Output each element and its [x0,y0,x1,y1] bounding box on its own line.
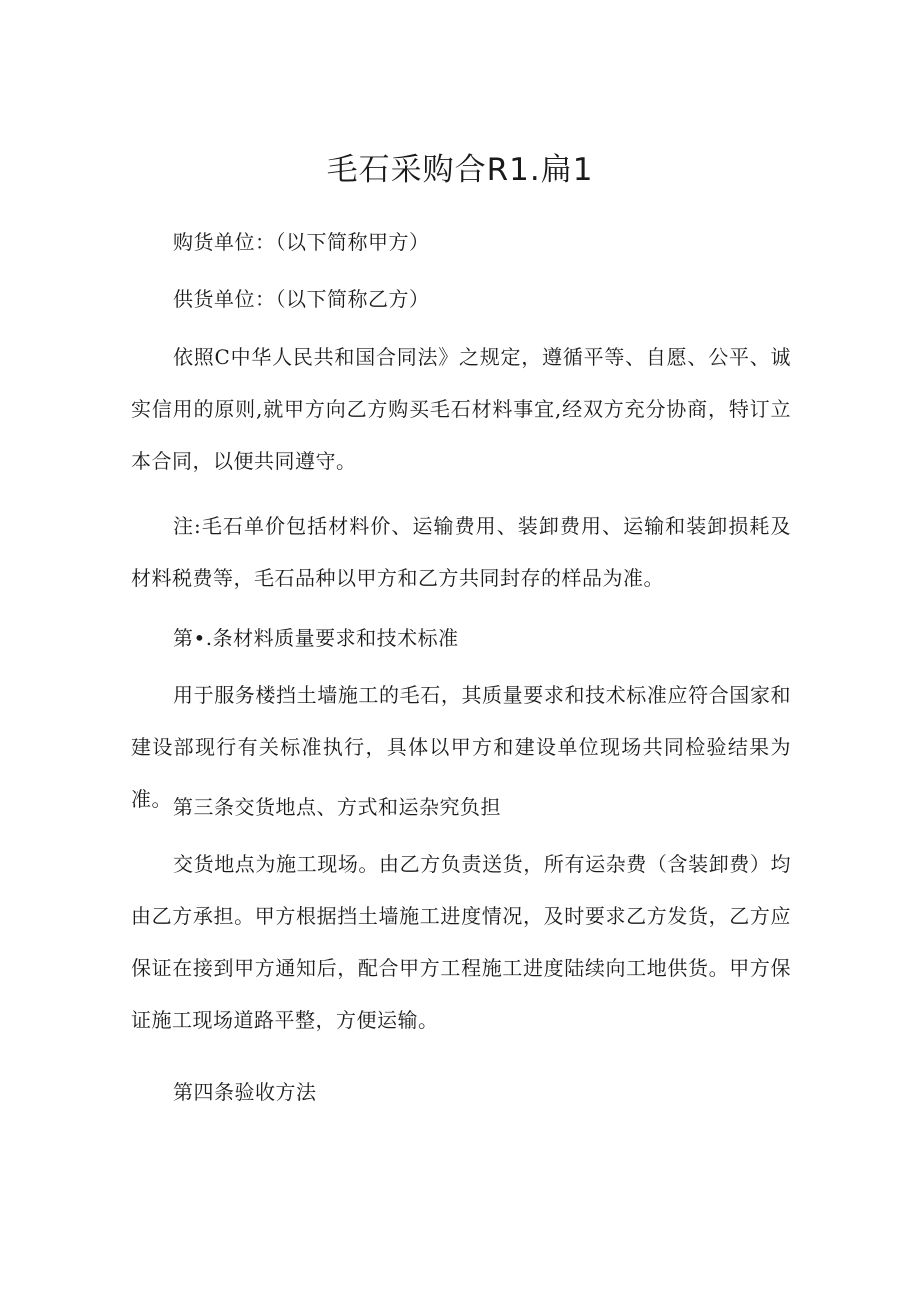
article-3-heading: 第三条交货地点、方式和运杂究负担 [173,795,501,819]
note-paragraph: 注:毛石单价包括材料价、运输费用、装卸费用、运输和装卸损耗及材料税费等，毛石品种以甲方和乙方共同封存的样品为准。 [131,514,791,590]
article-4-heading: 第四条验收方法 [173,1080,317,1104]
buyer-line: 购货单位：（以下简称甲方） [173,230,430,254]
supplier-line: 供货单位：（以下简称乙方） [173,287,430,311]
article-3-body: 交货地点为施工现场。由乙方负责送货，所有运杂费（含装卸费）均由乙方承担。甲方根据挡土墙施工进度情况，及时要求乙方发货，乙方应保证在接到甲方通知后，配合甲方工程施工进度陆续向工地供货。甲方保证施工现场道路平整，方便运输。 [131,852,791,1032]
document-title: 毛石采购合R1.扁1 [326,152,594,188]
article-1-body: 用于服务楼挡土墙施工的毛石，其质量要求和技术标准应符合国家和建设部现行有关标准执行，具体以甲方和建设单位现场共同检验结果为准。 [131,683,791,811]
article-1-heading: 第•.条材料质量要求和技术标准 [173,626,459,650]
preamble-paragraph: 依照C中华人民共和国合同法》之规定，遵循平等、自愿、公平、诚实信用的原则,就甲方向乙方购买毛石材料事宜,经双方充分协商，特订立本合同，以便共同遵守。 [131,345,791,473]
